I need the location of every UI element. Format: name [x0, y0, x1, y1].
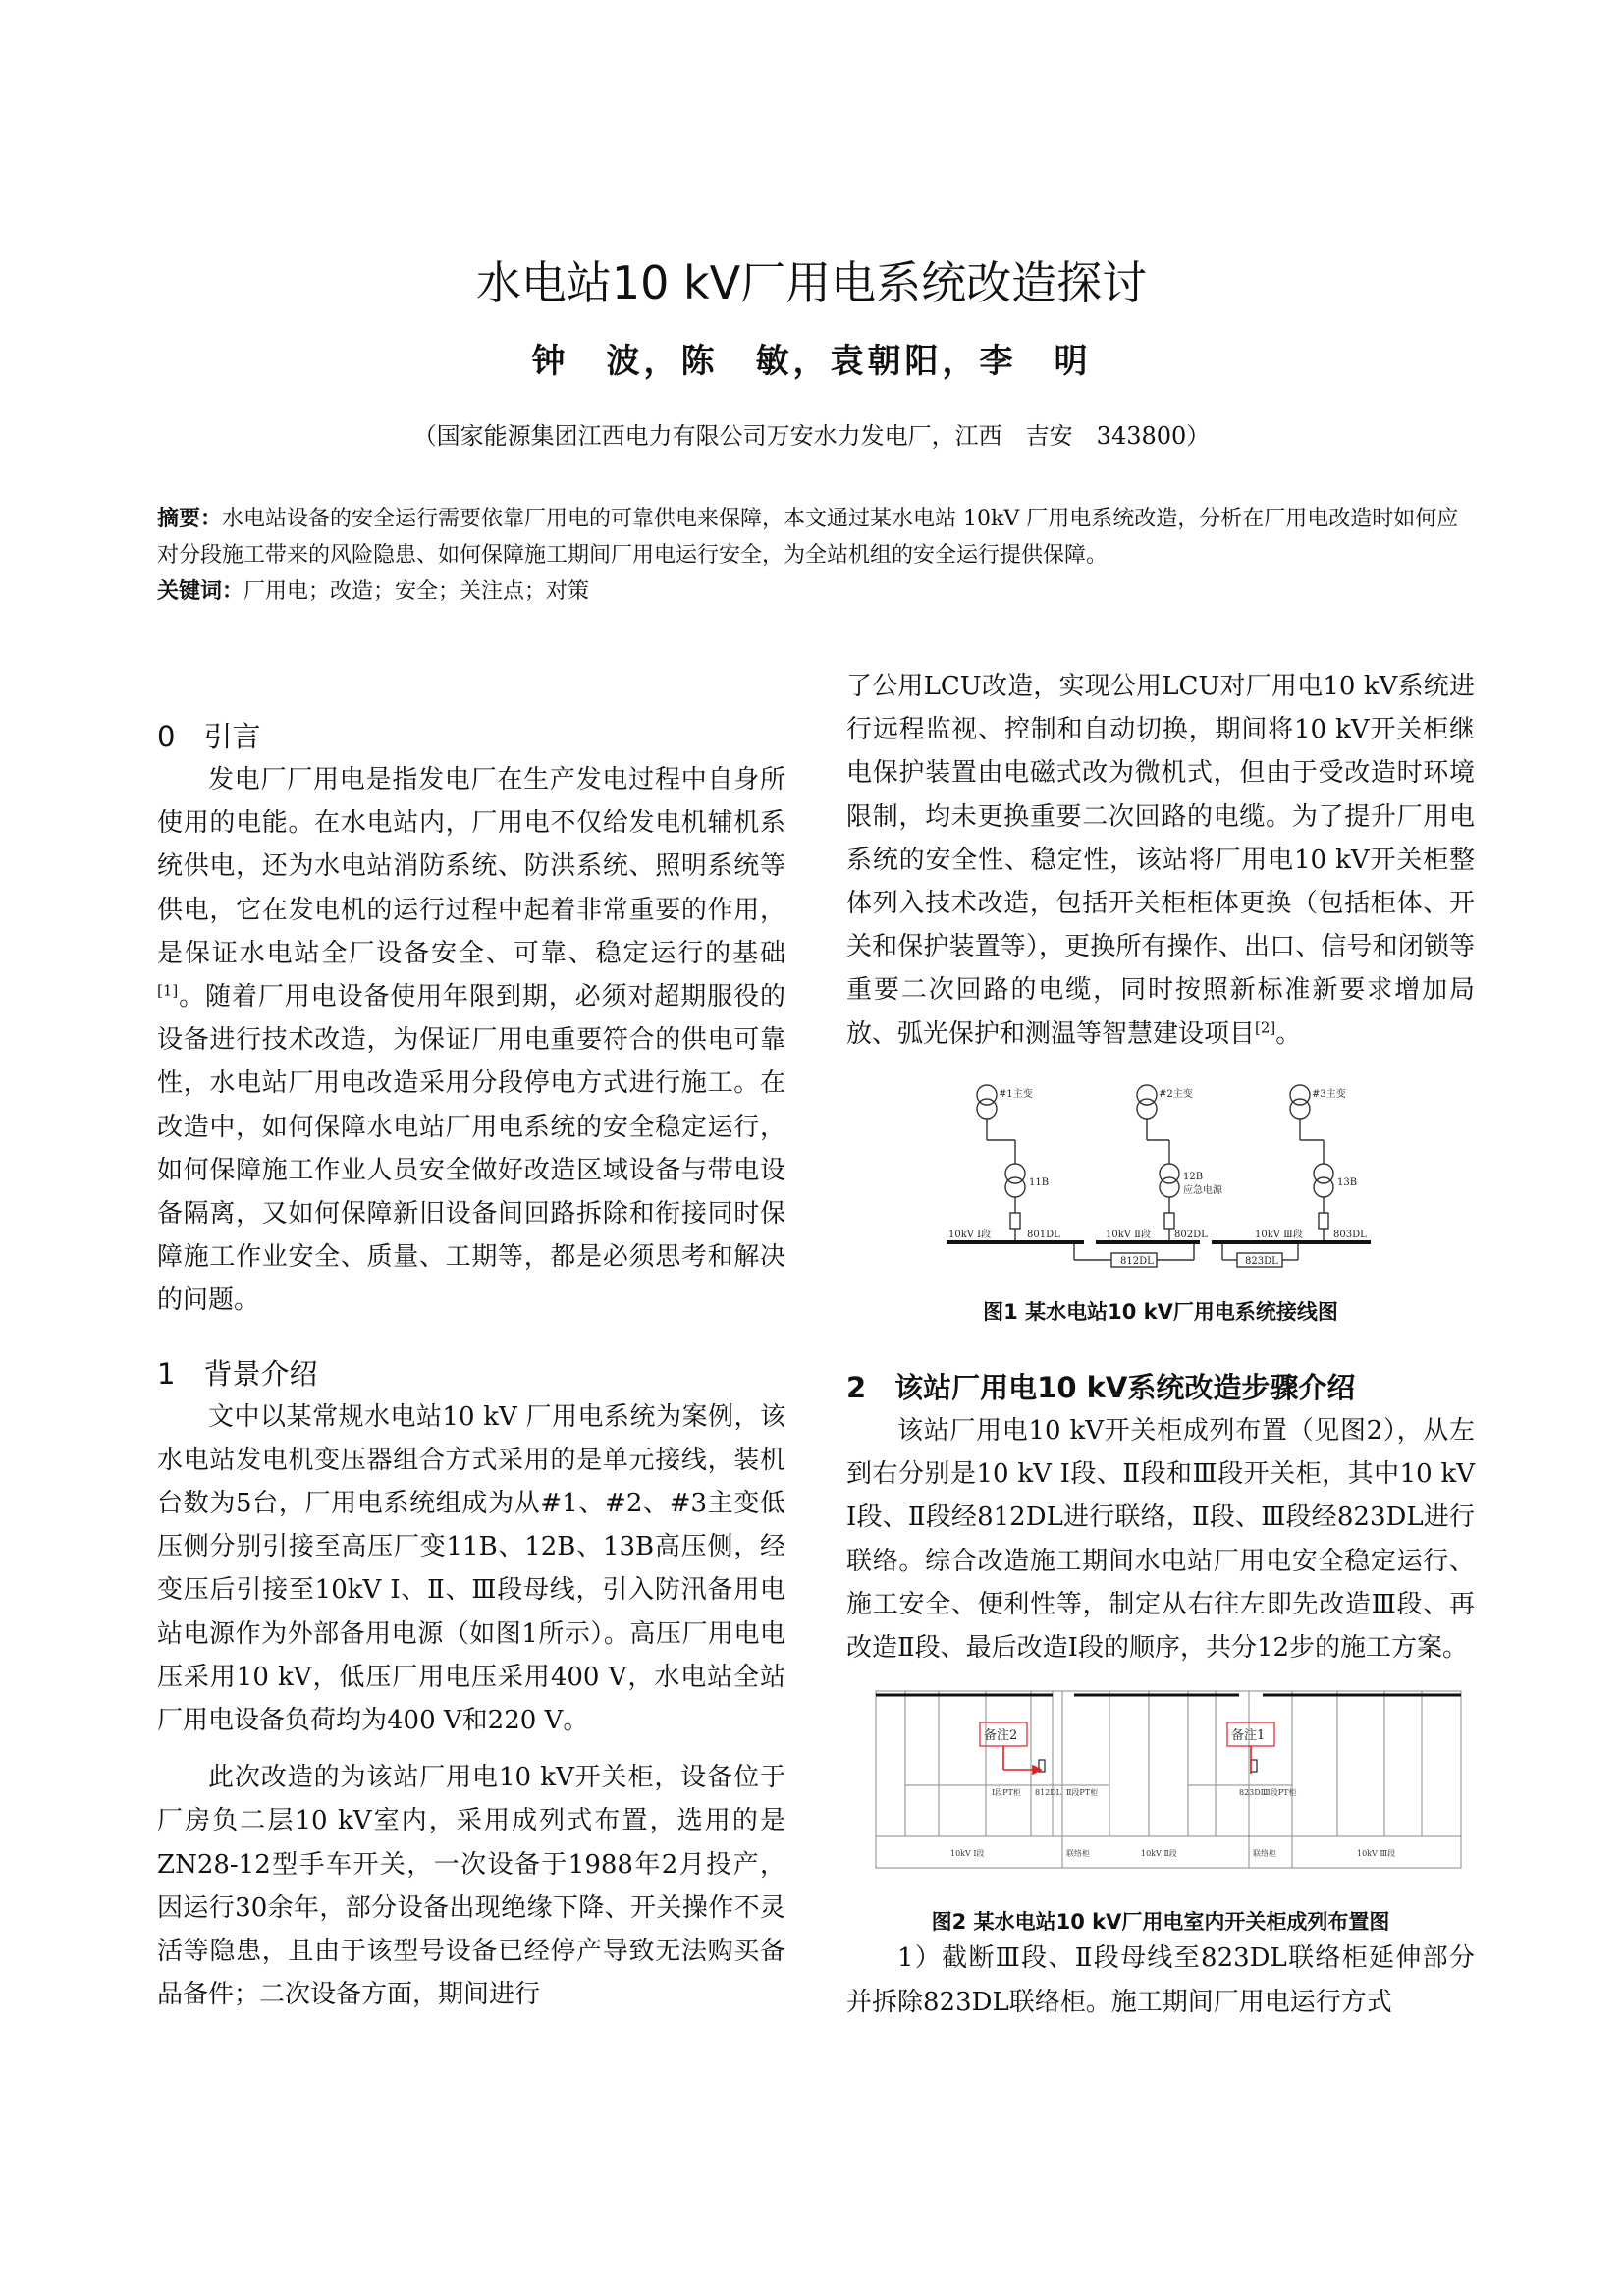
- label-bus3: 10kV Ⅲ段: [1255, 1229, 1303, 1240]
- fig2-bottom-3: 10kV Ⅱ段: [1141, 1849, 1177, 1859]
- abstract-text: 水电站设备的安全运行需要依靠厂用电的可靠供电来保障，本文通过某水电站 10kV 厂用电系统改造，分析在厂用电改造时如何应对分段施工带来的风险隐患、如何保障施工期间厂用电运行安全，为全站机组的安全运行提供保障。: [157, 507, 1459, 568]
- label-dl2: 802DL: [1174, 1229, 1208, 1240]
- abstract: [157, 501, 1473, 574]
- abstract-label: 摘要：: [157, 507, 223, 531]
- fig2-bottom-1: 10kV Ⅰ段: [950, 1849, 985, 1859]
- paper-affiliation: （国家能源集团江西电力有限公司万安水力发电厂，江西 吉安 343800）: [412, 422, 1211, 450]
- paper-authors: 钟 波，陈 敏，袁朝阳，李 明: [531, 342, 1092, 381]
- section-2-paragraph-1: 该站厂用电10 kV开关柜成列布置（见图2），从左到右分别是10 kV Ⅰ段、Ⅱ段和Ⅲ段开关柜，其中10 kV Ⅰ段、Ⅱ段经812DL进行联络，Ⅱ段、Ⅲ段经823DL进行联络。综合改造施工期间水电站厂用电安全稳定运行、施工安全、便利性等，制定从右往左即先改造Ⅲ段、再改造Ⅱ段、最后改造Ⅰ段的顺序，共分12步的施工方案。: [846, 1416, 1475, 1664]
- keywords: [157, 574, 1473, 610]
- label-dl3: 803DL: [1333, 1229, 1367, 1240]
- label-t3: #3主变: [1312, 1088, 1346, 1100]
- left-column: [157, 715, 785, 2016]
- figure-1-diagram: [846, 1075, 1475, 1272]
- fig2-label-a: Ⅰ段PT柜: [992, 1788, 1021, 1798]
- right-column: [846, 665, 1475, 2024]
- label-b2: 12B: [1183, 1171, 1204, 1182]
- keywords-text: 厂用电；改造；安全；关注点；对策: [243, 579, 590, 604]
- abstract-block: [157, 501, 1473, 610]
- citation-2: [2]: [1255, 1017, 1276, 1036]
- figure-1-caption: 图1 某水电站10 kV厂用电系统接线图: [983, 1300, 1338, 1325]
- label-bus2: 10kV Ⅱ段: [1106, 1229, 1151, 1240]
- fig2-bottom-4: 联络柜: [1253, 1849, 1276, 1859]
- label-tie12: 812DL: [1120, 1255, 1154, 1267]
- right-column-paragraph: 了公用LCU改造，实现公用LCU对厂用电10 kV系统进行远程监视、控制和自动切换，期间将10 kV开关柜继电保护装置由电磁式改为微机式，但由于受改造时环境限制，均未更换重要二次回路的电缆。为了提升厂用电系统的安全性、稳定性，该站将厂用电10 kV开关柜整体列入技术改造，包括开关柜柜体更换（包括柜体、开关和保护装置等），更换所有操作、出口、信号和闭锁等重要二次回路的电缆，同时按照新标准新要求增加局放、弧光保护和测温等智慧建设项目[2]。: [846, 672, 1475, 1049]
- fig2-label-c: Ⅱ段PT柜: [1066, 1788, 1099, 1798]
- label-dl1: 801DL: [1027, 1229, 1060, 1240]
- section-1-heading: 1 背景介绍: [157, 1356, 318, 1391]
- label-b3: 13B: [1337, 1176, 1358, 1188]
- figure-2-diagram: [846, 1681, 1475, 1878]
- section-2-heading: 2 该站厂用电10 kV系统改造步骤介绍: [846, 1371, 1356, 1405]
- note-2-label: 备注2: [984, 1728, 1018, 1744]
- label-emergency: 应急电源: [1183, 1184, 1222, 1196]
- section-0-heading: 0 引言: [157, 720, 261, 753]
- paper-title: 水电站10 kV厂用电系统改造探讨: [475, 256, 1148, 309]
- fig2-label-e: Ⅲ段PT柜: [1263, 1788, 1297, 1798]
- citation-1: [1]: [157, 981, 179, 1000]
- fig2-label-d: 823DL: [1239, 1788, 1266, 1798]
- section-1-paragraph-1: 文中以某常规水电站10 kV 厂用电系统为案例，该水电站发电机变压器组合方式采用的是单元接线，装机台数为5台，厂用电系统组成为从#1、#2、#3主变低压侧分别引接至高压厂变11B、12B、13B高压侧，经变压后引接至10kV Ⅰ、Ⅱ、Ⅲ段母线，引入防汛备用电站电源作为外部备用电源（如图1所示）。高压厂用电电压采用10 kV，低压厂用电压采用400 V，水电站全站厂用电设备负荷均为400 V和220 V。: [157, 1401, 785, 1736]
- fig2-bottom-5: 10kV Ⅲ段: [1357, 1849, 1396, 1859]
- figure-2-caption: 图2 某水电站10 kV厂用电室内开关柜成列布置图: [931, 1910, 1390, 1935]
- section-2-paragraph-2: 1）截断Ⅲ段、Ⅱ段母线至823DL联络柜延伸部分并拆除823DL联络柜。施工期间厂用电运行方式: [846, 1943, 1475, 2017]
- note-1-label: 备注1: [1231, 1728, 1266, 1744]
- label-bus1: 10kV Ⅰ段: [948, 1229, 992, 1240]
- figure-2: [846, 1681, 1475, 1937]
- figure-1: [846, 1075, 1475, 1327]
- section-1-paragraph-2: 此次改造的为该站厂用电10 kV开关柜，设备位于厂房负二层10 kV室内，采用成列式布置，选用的是ZN28-12型手车开关，一次设备于1988年2月投产，因运行30余年，部分设备出现绝缘下降、开关操作不灵活等隐患，且由于该型号设备已经停产导致无法购买备品备件；二次设备方面，期间进行: [157, 1763, 785, 2010]
- label-b1: 11B: [1029, 1176, 1050, 1188]
- section-0-paragraph: 发电厂厂用电是指发电厂在生产发电过程中自身所使用的电能。在水电站内，厂用电不仅给发电机辅机系统供电，还为水电站消防系统、防洪系统、照明系统等供电，它在发电机的运行过程中起着非常重要的作用，是保证水电站全厂设备安全、可靠、稳定运行的基础[1]。随着厂用电设备使用年限到期，必须对超期服役的设备进行技术改造，为保证厂用电重要符合的供电可靠性，水电站厂用电改造采用分段停电方式进行施工。在改造中，如何保障水电站厂用电系统的安全稳定运行，如何保障施工作业人员安全做好改造区域设备与带电设备隔离，又如何保障新旧设备间回路拆除和衔接同时保障施工作业安全、质量、工期等，都是必须思考和解决的问题。: [157, 765, 785, 1316]
- fig2-bottom-2: 联络柜: [1066, 1849, 1090, 1859]
- label-t2: #2主变: [1159, 1088, 1193, 1100]
- keywords-label: 关键词：: [157, 579, 244, 604]
- label-t1: #1主变: [999, 1088, 1033, 1100]
- fig2-label-b: 812DL: [1035, 1788, 1061, 1798]
- label-tie23: 823DL: [1245, 1255, 1278, 1267]
